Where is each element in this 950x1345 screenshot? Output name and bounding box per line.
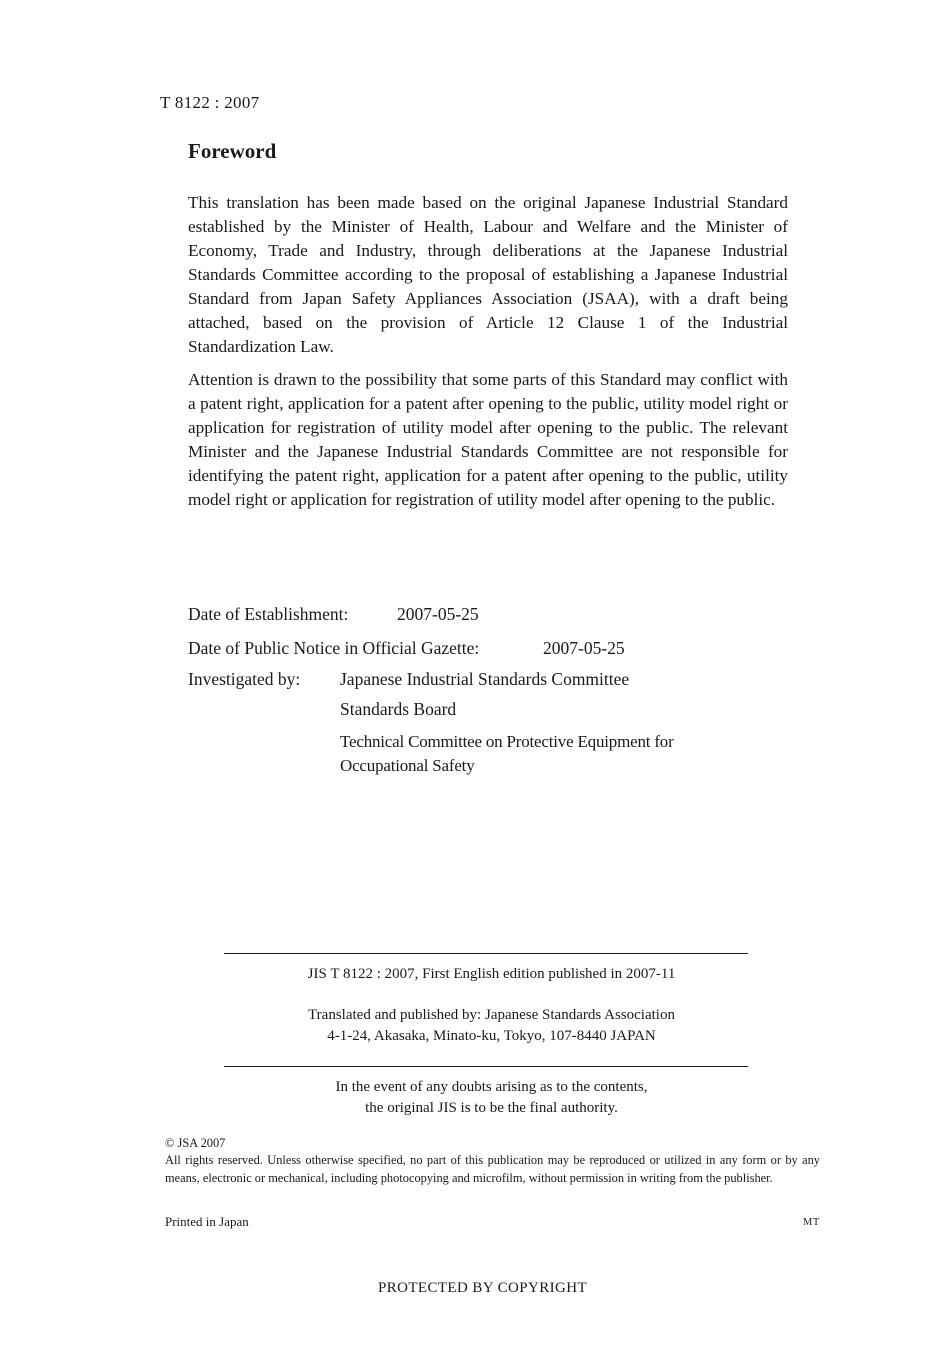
divider-bottom [224,1066,748,1067]
divider-top [224,953,748,954]
public-notice-value: 2007-05-25 [543,638,625,658]
publisher-address: 4-1-24, Akasaka, Minato-ku, Tokyo, 107-8440 JAPAN [327,1028,656,1044]
investigated-by-technical-committee-line1: Technical Committee on Protective Equipment for [340,732,674,751]
establishment-date-value: 2007-05-25 [397,604,479,624]
edition-line: JIS T 8122 : 2007, First English edition published in 2007-11 [307,966,676,982]
code-mark: MT [803,1217,820,1228]
investigated-by-technical-committee-line2: Occupational Safety [340,756,475,775]
section-title: Foreword [188,139,277,163]
publisher-info [224,1005,759,1047]
translated-by-line: Translated and published by: Japanese Standards Association [308,1007,675,1023]
authority-note-line2: the original JIS is to be the final authority. [365,1100,618,1116]
investigated-by-committee: Japanese Industrial Standards Committee [340,669,630,689]
investigated-by-board: Standards Board [340,699,457,719]
edition-info [224,964,759,985]
copyright-owner: © JSA 2007 [165,1136,226,1150]
authority-note-line1: In the event of any doubts arising as to the contents, [335,1079,648,1095]
authority-note [224,1077,759,1119]
copyright-notice: All rights reserved. Unless otherwise specified, no part of this publication may be reproduced or utilized in any form or by any means, electronic or mechanical, including photocopying and microfilm, without permission in writing from the publisher. [165,1153,820,1185]
establishment-date-label: Date of Establishment: [188,604,349,624]
document-id: T 8122 : 2007 [160,93,260,112]
public-notice-label: Date of Public Notice in Official Gazette: [188,638,480,658]
foreword-paragraph-2: Attention is drawn to the possibility that some parts of this Standard may conflict with a patent right, application for a patent after opening to the public, utility model right or application for registration of utility model after opening to the public. The relevant Minister and the Japanese Industrial Standards Committee are not responsible for identifying the patent right, application for a patent after opening to the public, utility model right or application for registration of utility model after opening to the public. [188,370,788,509]
protected-notice: PROTECTED BY COPYRIGHT [377,1280,588,1296]
printed-in: Printed in Japan [165,1214,249,1229]
foreword-paragraph-1: This translation has been made based on the original Japanese Industrial Standard established by the Minister of Health, Labour and Welfare and the Minister of Economy, Trade and Industry, through deliberations at the Japanese Industrial Standards Committee according to the proposal of establishing a Japanese Industrial Standard from Japan Safety Appliances Association (JSAA), with a draft being attached, based on the provision of Article 12 Clause 1 of the Industrial Standardization Law. [188,193,788,356]
investigated-by-label: Investigated by: [188,669,301,689]
